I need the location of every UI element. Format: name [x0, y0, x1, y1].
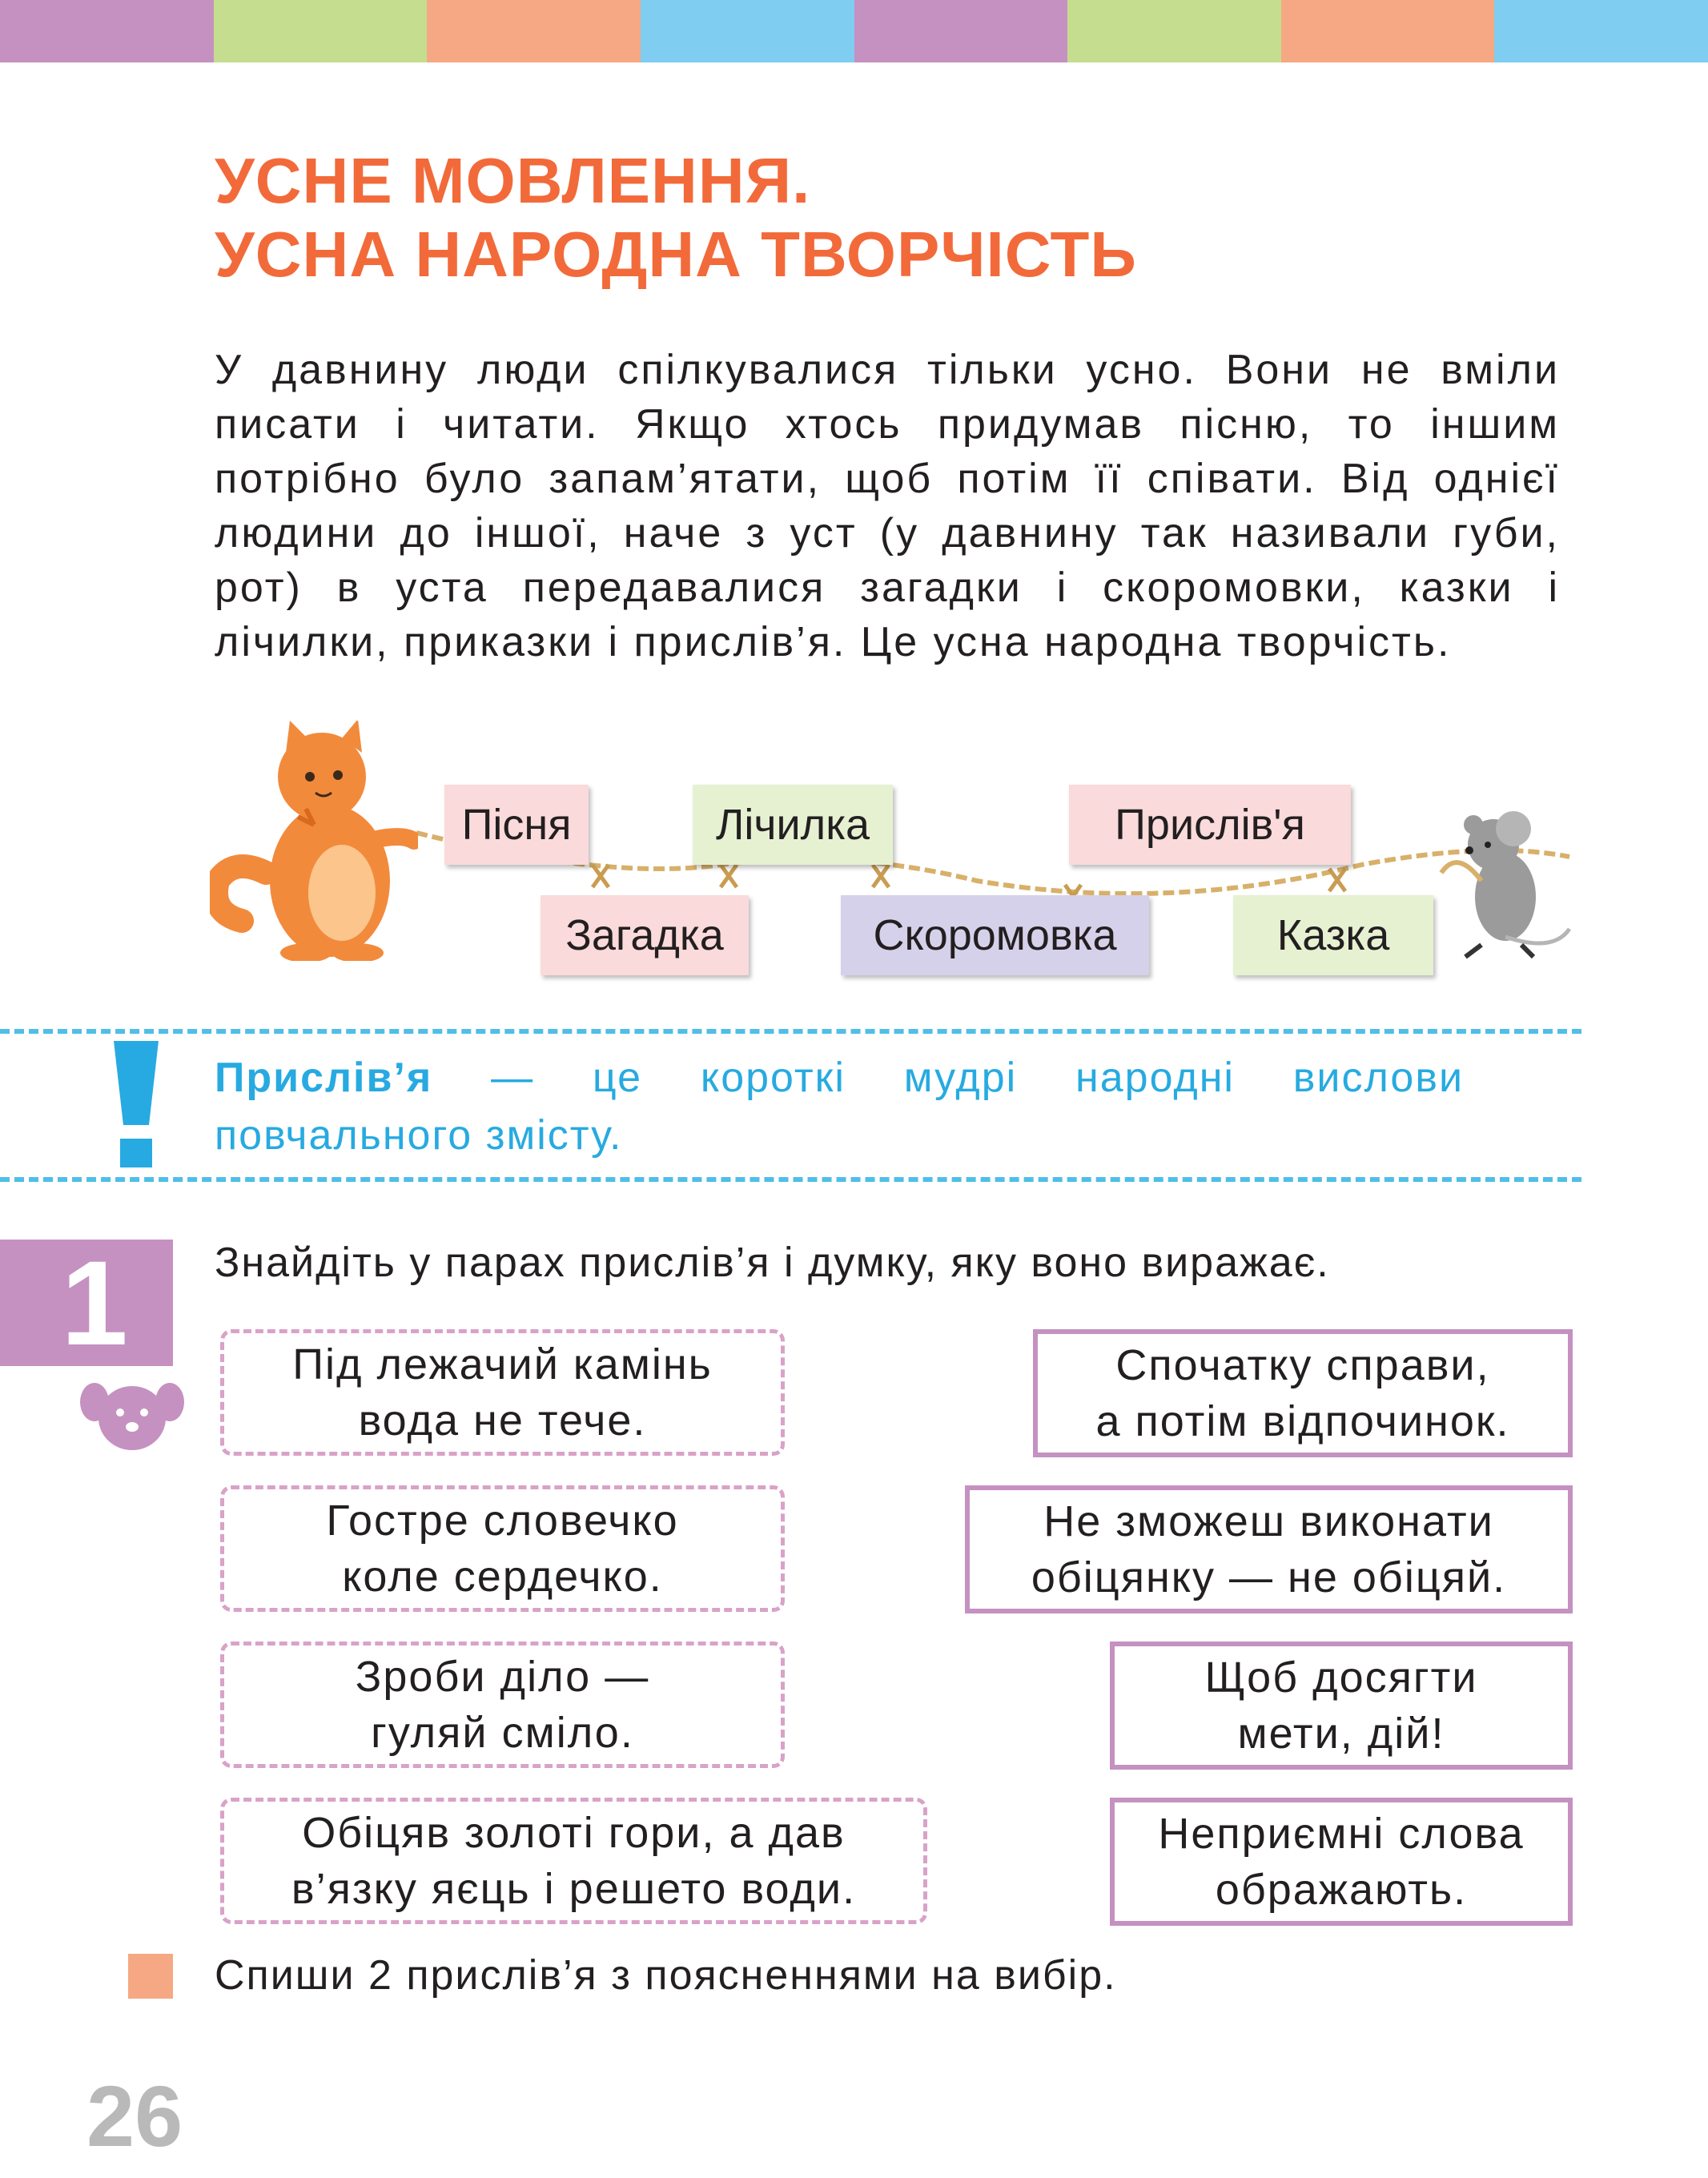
tag-pisnia: Пісня: [444, 785, 589, 865]
proverb-card: [220, 1642, 785, 1768]
proverb-card: [220, 1329, 785, 1456]
dog-icon: [80, 1374, 184, 1454]
meaning-line: ображають.: [1215, 1866, 1468, 1914]
exercise-task: Знайдіть у парах прислів’я і думку, яку воно виражає.: [215, 1240, 1330, 1286]
meaning-card: [1033, 1329, 1573, 1457]
page-title: [215, 144, 1137, 291]
meaning-card: [965, 1485, 1573, 1613]
proverb-line: гуляй сміло.: [371, 1709, 634, 1757]
tag-zahadka: Загадка: [541, 895, 749, 975]
proverb-line: в’язку яєць і решето води.: [291, 1865, 857, 1913]
tag-pryslivia: Прислів'я: [1069, 785, 1351, 865]
meaning-line: Спочатку справи,: [1115, 1341, 1490, 1389]
rule-bottom-divider: [0, 1177, 1581, 1182]
stripe-segment: [1281, 0, 1495, 62]
stripe-segment: [427, 0, 641, 62]
intro-paragraph: У давнину люди спілкувалися тільки усно. Вони не вміли писати і читати. Якщо хтось придумав пісню, то іншим потрібно було запам’ятати, щоб потім її співати. Від однієї людини до іншої, наче з уст (у давнину так називали губи, рот) в уста передавалися загадки і скоромовки, казки і лічилки, приказки і прислів’я. Це усна народна творчість.: [215, 347, 1560, 665]
tag-skoromovka: Скоромовка: [841, 895, 1149, 975]
proverb-card: [220, 1485, 785, 1612]
proverb-line: вода не тече.: [358, 1396, 647, 1445]
cat-icon: [210, 721, 418, 961]
proverb-line: Обіцяв золоті гори, а дав: [302, 1809, 846, 1857]
exclamation-icon: [104, 1041, 168, 1169]
page-number: 26: [86, 2067, 183, 2164]
stripe-segment: [854, 0, 1068, 62]
meaning-line: мети, дій!: [1237, 1710, 1445, 1758]
meaning-line: Неприємні слова: [1158, 1810, 1525, 1858]
stripe-segment: [214, 0, 428, 62]
proverb-line: Під лежачий камінь: [292, 1340, 713, 1388]
rule-text: — це короткі мудрі народні вислови повчального змісту.: [215, 1055, 1464, 1159]
exercise-number: 1: [0, 1240, 173, 1366]
meaning-line: Не зможеш виконати: [1043, 1497, 1494, 1545]
mouse-icon: [1433, 801, 1577, 961]
stripe-segment: [641, 0, 854, 62]
title-line-1: УСНЕ МОВЛЕННЯ.: [215, 145, 811, 216]
tag-lichylka: Лічилка: [693, 785, 893, 865]
tag-kazka: Казка: [1233, 895, 1433, 975]
rule-definition: [215, 1049, 1464, 1164]
stripe-segment: [0, 0, 214, 62]
stripe-segment: [1067, 0, 1281, 62]
top-color-stripe: [0, 0, 1708, 62]
stripe-segment: [1494, 0, 1708, 62]
meaning-line: обіцянку — не обіцяй.: [1031, 1553, 1507, 1601]
proverb-line: коле сердечко.: [342, 1553, 663, 1601]
rule-top-divider: [0, 1029, 1581, 1034]
rule-term: Прислів’я: [215, 1055, 433, 1101]
meaning-line: а потім відпочинок.: [1095, 1397, 1510, 1445]
meaning-card: [1110, 1642, 1573, 1770]
meaning-card: [1110, 1798, 1573, 1926]
extra-task-marker: [128, 1954, 173, 1999]
title-line-2: УСНА НАРОДНА ТВОРЧІСТЬ: [215, 219, 1137, 290]
proverb-line: Гостре словечко: [326, 1497, 679, 1545]
extra-task: Спиши 2 прислів’я з поясненнями на вибір.: [215, 1952, 1117, 1999]
proverb-line: Зроби діло —: [355, 1653, 650, 1701]
meaning-line: Щоб досягти: [1204, 1654, 1478, 1702]
proverb-card: [220, 1798, 927, 1924]
